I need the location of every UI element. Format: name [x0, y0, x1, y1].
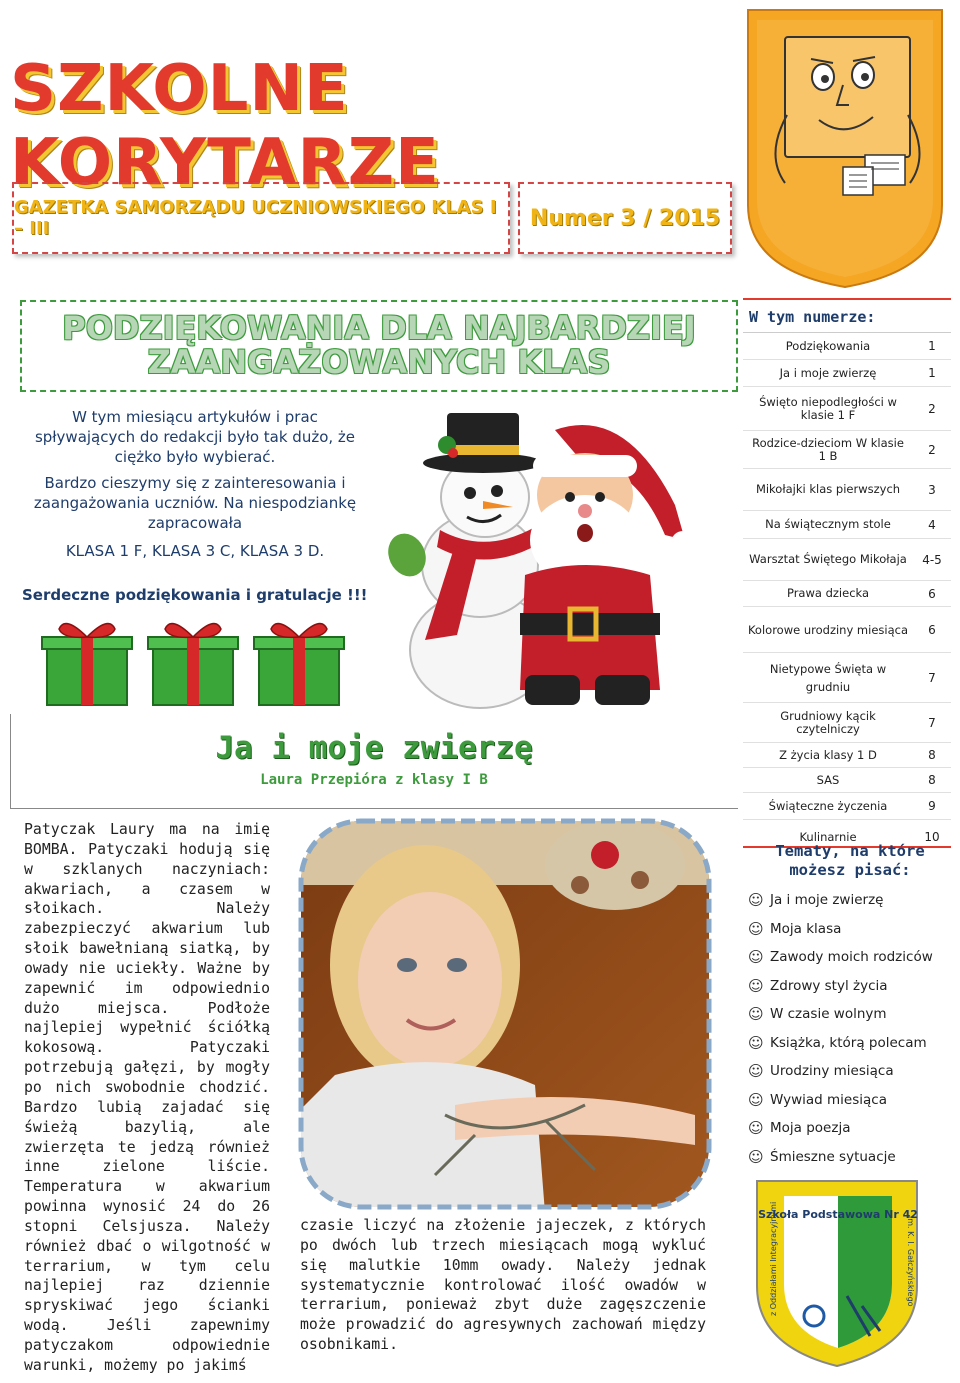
topic-label: W czasie wolnym — [770, 1006, 887, 1023]
crest-drawing — [745, 5, 945, 290]
toc-heading: W tym numerze: — [743, 300, 951, 333]
toc-label: Podziękowania — [785, 338, 871, 353]
gazette-subtitle-box — [12, 182, 510, 254]
smiley-icon: ☺ — [748, 1033, 764, 1052]
toc-row[interactable] — [743, 607, 951, 653]
toc-page: 4 — [928, 517, 936, 532]
toc-page: 3 — [928, 482, 936, 497]
topic-label: Moja poezja — [770, 1120, 851, 1137]
smiley-icon: ☺ — [748, 976, 764, 995]
toc-label: Grudniowy kącik czytelniczy — [780, 708, 876, 736]
article-photo — [295, 815, 715, 1213]
gazette-subtitle: GAZETKA SAMORZĄDU UCZNIOWSKIEGO KLAS I – III — [14, 197, 497, 239]
toc-label: Ja i moje zwierzę — [779, 365, 877, 380]
toc-row[interactable] — [743, 431, 951, 469]
thanks-paragraph-1: W tym miesiącu artykułów i prac spływających do redakcji było tak dużo, że ciężko było wybierać. — [34, 408, 356, 466]
topic-label: Zdrowy styl życia — [770, 977, 888, 994]
topic-label: Urodziny miesiąca — [770, 1063, 894, 1080]
topics-list — [748, 886, 958, 1171]
toc-label: Kulinarnie — [799, 830, 857, 844]
thanks-title-line2: ZAANGAŻOWANYCH KLAS — [147, 343, 611, 381]
toc-page: 6 — [928, 586, 936, 601]
toc-page: 10 — [924, 830, 940, 844]
list-item — [748, 972, 958, 1001]
smiley-icon: ☺ — [748, 1119, 764, 1138]
gift-box-icon — [249, 615, 349, 710]
toc-row[interactable] — [743, 653, 951, 703]
toc-label: Na świątecznym stole — [765, 517, 891, 531]
smiley-icon: ☺ — [748, 1062, 764, 1081]
topic-label: Śmieszne sytuacje — [770, 1148, 896, 1165]
toc-row[interactable] — [743, 768, 951, 793]
toc-row[interactable] — [743, 469, 951, 511]
school-logo — [752, 1166, 922, 1371]
list-item — [748, 915, 958, 944]
toc-page: 8 — [928, 773, 936, 787]
thanks-greeting: Serdeczne podziękowania i gratulacje !!! — [22, 586, 368, 604]
article-title: Ja i moje zwierzę — [215, 730, 533, 766]
toc-label: Nietypowe Święta w grudniu — [769, 661, 887, 694]
toc-label: Świąteczne życzenia — [768, 798, 888, 813]
toc-page: 7 — [928, 715, 936, 730]
smiley-icon: ☺ — [748, 948, 764, 967]
snowman-santa-illustration — [385, 405, 705, 710]
gift-box-icon — [37, 615, 137, 710]
toc-page: 1 — [928, 366, 936, 380]
smiley-icon: ☺ — [748, 1147, 764, 1166]
toc-row[interactable] — [743, 539, 951, 581]
thanks-title-line1: PODZIĘKOWANIA DLA NAJBARDZIEJ — [62, 309, 696, 348]
issue-number-box — [518, 182, 732, 254]
topic-label: Moja klasa — [770, 920, 842, 937]
list-item — [748, 886, 958, 915]
list-item — [748, 1057, 958, 1086]
toc-page: 2 — [928, 442, 936, 457]
smiley-icon: ☺ — [748, 919, 764, 938]
list-item — [748, 1000, 958, 1029]
toc-row[interactable] — [743, 511, 951, 539]
list-item — [748, 1114, 958, 1143]
toc-label: Z życia klasy 1 D — [779, 747, 877, 762]
article-body-column-1: Patyczak Laury ma na imię BOMBA. Patyczaki hodują się w szklanych naczyniach: akwariach, a czasem w słoikach. Należy zabezpieczyć akwarium lub słoik bawełnianą siatką, by owady nie uciekły. Ważne by zapewnić im odpowiednio dużo miejsca. Podłoże najlepiej wypełnić ściółką kokosową. Patyczaki potrzebują gałęzi, by mogły po nich swobodnie chodzić. Bardzo lubią zajadać się świeżą bazylią, ale zwierzęta te jedzą również inne zielone liście. Temperatura w akwarium powinna wynosić 24 do 26 stopni Celsjusza. Należy również dbać o wilgotność w terrarium, w tym celu najlepiej raz dziennie spryskiwać jego ścianki wodą. Jeśli zapewnimy patyczakom odpowiednie warunki, możemy po jakimś — [24, 821, 270, 1374]
smiley-icon: ☺ — [748, 891, 764, 910]
toc-label: Prawa dziecka — [786, 586, 870, 600]
table-of-contents — [743, 298, 951, 848]
toc-row[interactable] — [743, 703, 951, 743]
toc-row[interactable] — [743, 743, 951, 768]
toc-row[interactable] — [743, 581, 951, 607]
list-item — [748, 1086, 958, 1115]
toc-label: Warsztat Świętego Mikołaja — [749, 552, 907, 566]
toc-page: 1 — [928, 339, 936, 353]
toc-label: Kolorowe urodziny miesiąca — [747, 622, 909, 637]
list-item — [748, 1029, 958, 1058]
issue-number: Numer 3 / 2015 — [529, 205, 721, 231]
newspaper-title: SZKOLNE KORYTARZE — [10, 52, 440, 200]
smiley-icon: ☺ — [748, 1005, 764, 1024]
toc-page: 9 — [928, 799, 936, 813]
topic-label: Książka, którą polecam — [770, 1034, 927, 1051]
thanks-paragraph-2: Bardzo cieszymy się z zainteresowania i zaangażowania uczniów. Na niespodziankę zapracowała — [33, 474, 357, 532]
gift-box-icon — [143, 615, 243, 710]
article-byline: Laura Przepióra z klasy I B — [260, 772, 488, 788]
thanks-title-box — [20, 300, 738, 392]
toc-label: SAS — [816, 772, 840, 787]
toc-row[interactable] — [743, 793, 951, 820]
toc-label: Mikołajki klas pierwszych — [755, 482, 901, 496]
toc-page: 7 — [928, 670, 936, 685]
article-body-column-2: czasie liczyć na złożenie jajeczek, z których po dwóch lub trzech miesiącach mogą wykluć się malutkie 10mm owady. Należy jednak systematycznie kontrolować ilość owadów w terrarium, ponieważ zbyt duże zagęszczenie może prowadzić do agresywnych zachowań między osobnikami. — [300, 1217, 706, 1354]
thanks-classes: KLASA 1 F, KLASA 3 C, KLASA 3 D. — [65, 542, 325, 560]
topic-label: Ja i moje zwierzę — [770, 892, 884, 909]
toc-page: 6 — [928, 622, 936, 637]
topics-heading: Tematy, na które możesz pisać: — [775, 842, 925, 879]
toc-page: 4-5 — [922, 552, 942, 567]
list-item — [748, 943, 958, 972]
toc-row[interactable] — [743, 333, 951, 360]
toc-row[interactable] — [743, 387, 951, 431]
topic-label: Zawody moich rodziców — [770, 949, 933, 966]
toc-row[interactable] — [743, 360, 951, 387]
smiley-icon: ☺ — [748, 1090, 764, 1109]
topic-label: Wywiad miesiąca — [770, 1091, 887, 1108]
toc-page: 2 — [928, 401, 936, 416]
logo-left-text: z Oddziałami Integracyjnymi — [769, 1201, 778, 1316]
toc-label: Rodzice-dzieciom W klasie 1 B — [752, 435, 904, 463]
logo-right-text: im. K. I. Gałczyńskiego — [906, 1216, 915, 1307]
toc-label: Święto niepodległości w klasie 1 F — [759, 394, 897, 422]
toc-page: 8 — [928, 748, 936, 762]
logo-school-name: Szkoła Podstawowa Nr 42 — [758, 1208, 918, 1221]
